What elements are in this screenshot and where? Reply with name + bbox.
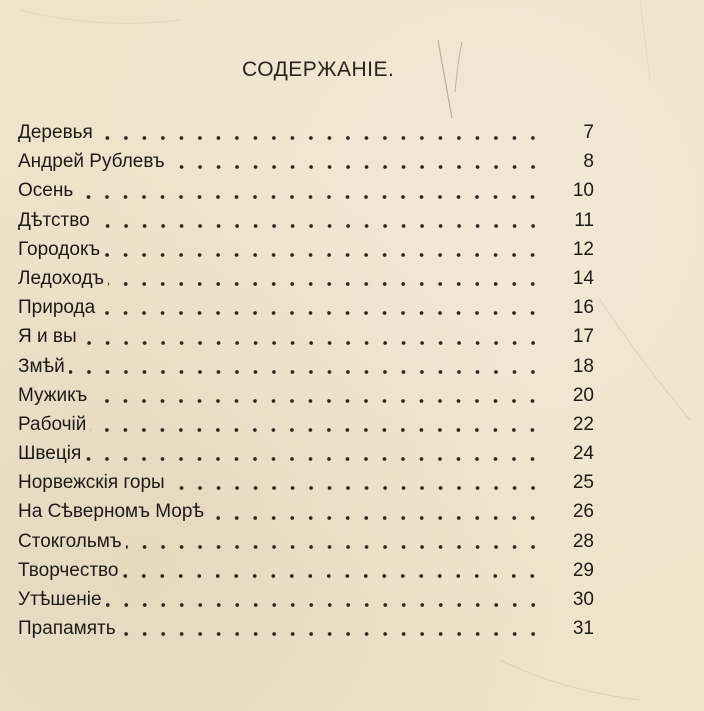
dot-leader <box>85 440 542 462</box>
toc-entry-title: Я и вы <box>18 326 77 348</box>
dot-leader <box>126 528 542 550</box>
toc-entry <box>18 235 594 264</box>
toc-entry-title: Осень <box>18 180 74 202</box>
toc-entry-page-number: 7 <box>583 122 594 143</box>
toc-entry <box>18 381 594 410</box>
toc-entry <box>18 556 594 585</box>
toc-entry-page-number: 20 <box>572 384 594 406</box>
toc-entry-title: Рабочій <box>18 413 87 435</box>
toc-entry-title: Прапамять <box>18 618 116 640</box>
table-of-contents <box>18 118 594 643</box>
toc-entry-title: Змѣй <box>18 355 65 377</box>
toc-entry <box>18 468 594 497</box>
toc-entry-title: Творчество <box>18 559 119 581</box>
dot-leader <box>122 557 542 579</box>
toc-entry <box>18 614 594 643</box>
dot-leader <box>120 615 542 637</box>
toc-entry-title: Ледоходъ <box>18 267 105 289</box>
dot-leader <box>108 265 542 287</box>
dot-leader <box>90 411 542 433</box>
toc-entry-page-number: 16 <box>572 297 594 319</box>
toc-entry-title: На Сѣверномъ Морѣ <box>18 501 205 523</box>
toc-entry-page-number: 31 <box>572 618 594 640</box>
toc-entry <box>18 585 594 614</box>
toc-entry-title: Дѣтство <box>18 209 90 231</box>
dot-leader <box>169 469 542 491</box>
dot-leader <box>208 499 542 521</box>
toc-entry-page-number: 14 <box>572 267 594 289</box>
toc-entry <box>18 322 594 351</box>
toc-entry-page-number: 22 <box>572 413 594 435</box>
toc-entry-page-number: 25 <box>572 472 594 494</box>
toc-entry-page-number: 24 <box>572 443 594 465</box>
toc-entry-page-number: 30 <box>572 589 594 610</box>
toc-entry <box>18 264 594 293</box>
toc-entry-title: Деревья <box>18 122 93 143</box>
toc-entry <box>18 439 594 468</box>
toc-entry-title: Мужикъ <box>18 384 88 406</box>
toc-entry-page-number: 11 <box>574 209 594 231</box>
page-title: СОДЕРЖАНІЕ. <box>242 58 395 81</box>
toc-entry-page-number: 12 <box>572 238 594 260</box>
toc-entry-title: Швеція <box>18 443 82 465</box>
toc-entry-page-number: 17 <box>572 326 594 348</box>
toc-entry-title: Городокъ <box>18 238 101 260</box>
toc-entry-page-number: 8 <box>583 151 594 173</box>
toc-entry-title: Стокгольмъ <box>18 530 122 552</box>
toc-entry <box>18 118 594 147</box>
toc-entry <box>18 206 594 235</box>
toc-entry-title: Утѣшеніе <box>18 589 102 610</box>
toc-entry-page-number: 28 <box>572 530 594 552</box>
toc-entry <box>18 527 594 556</box>
toc-entry-title: Природа <box>18 297 96 319</box>
dot-leader <box>99 294 542 316</box>
toc-entry <box>18 352 594 381</box>
toc-entry <box>18 293 594 322</box>
dot-leader <box>69 353 542 375</box>
toc-entry-title: Андрей Рублевъ <box>18 151 165 173</box>
dot-leader <box>91 382 542 404</box>
dot-leader <box>97 119 542 141</box>
toc-entry-title: Норвежскія горы <box>18 472 165 494</box>
dot-leader <box>94 207 542 229</box>
dot-leader <box>106 586 542 608</box>
toc-entry-page-number: 18 <box>572 355 594 377</box>
dot-leader <box>81 324 542 346</box>
toc-entry <box>18 497 594 526</box>
dot-leader <box>104 236 542 258</box>
toc-entry <box>18 147 594 176</box>
toc-entry <box>18 410 594 439</box>
toc-entry <box>18 176 594 205</box>
dot-leader <box>77 178 542 200</box>
toc-entry-page-number: 29 <box>572 559 594 581</box>
dot-leader <box>169 148 542 170</box>
toc-entry-page-number: 26 <box>572 501 594 523</box>
toc-entry-page-number: 10 <box>572 180 594 202</box>
